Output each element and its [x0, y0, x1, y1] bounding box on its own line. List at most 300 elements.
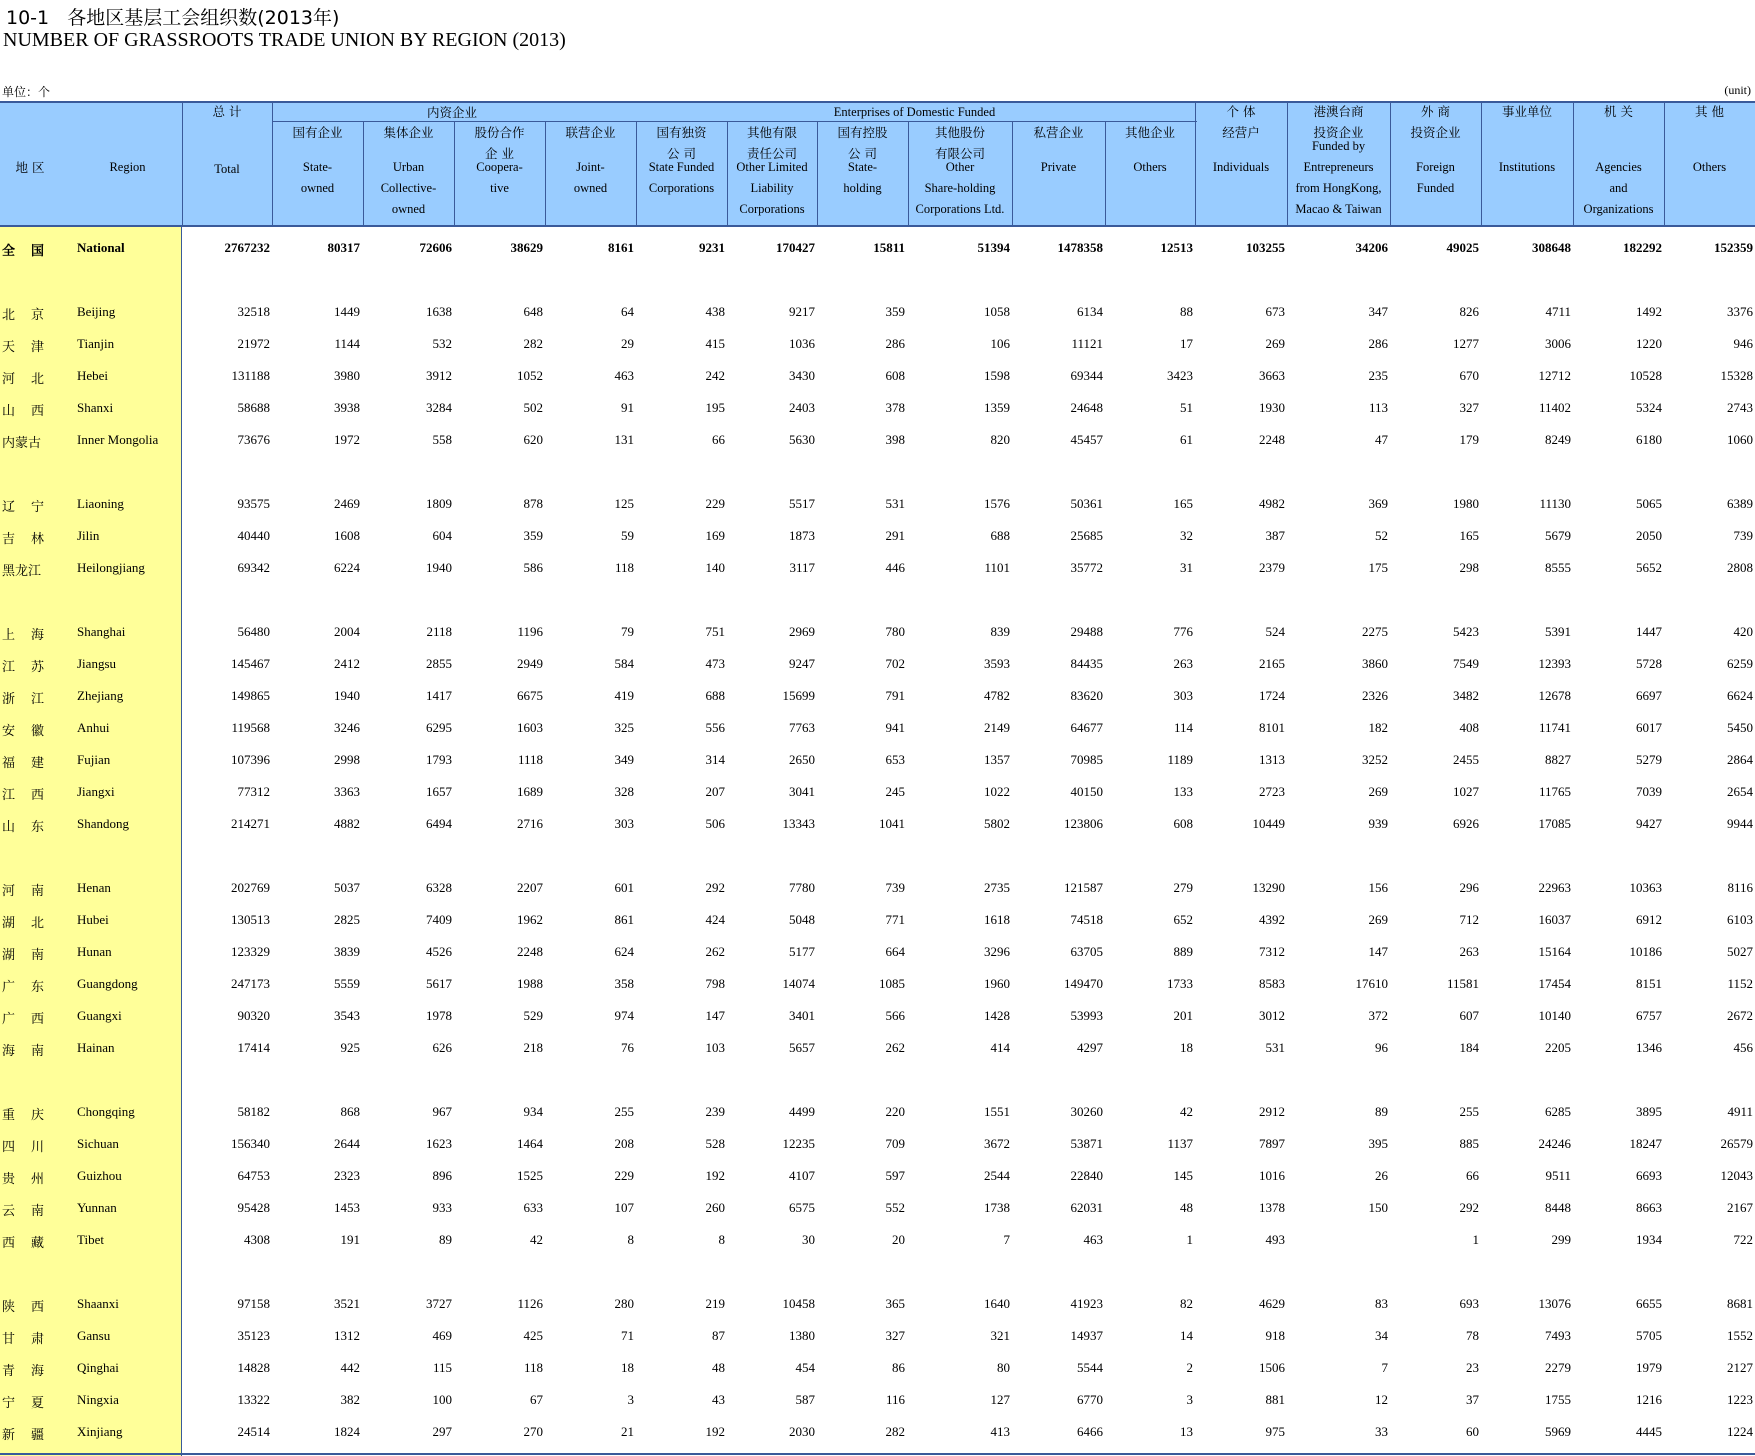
table-cell: 552	[885, 1200, 905, 1215]
table-cell: 1060	[1727, 432, 1753, 447]
header-col-7-en-line: State-	[847, 160, 878, 174]
table-cell: 3839	[334, 944, 360, 959]
table-cell: 3376	[1727, 304, 1753, 319]
table-cell: 208	[614, 1136, 634, 1151]
table-cell: 191	[340, 1232, 360, 1247]
table-cell: 1359	[984, 400, 1010, 415]
table-cell: 372	[1368, 1008, 1388, 1023]
region-name-cn	[2, 1136, 44, 1155]
header-col-15-en-line: Agencies	[1595, 160, 1642, 174]
table-cell: 26579	[1720, 1136, 1753, 1151]
region-name-cn	[2, 1104, 44, 1123]
table-cell: 18247	[1629, 1136, 1662, 1151]
table-row	[0, 496, 1755, 516]
region-name-cn-char: 北	[2, 308, 16, 323]
table-cell: 1979	[1636, 1360, 1662, 1375]
header-col-10-cn-line: 其他企业	[1124, 125, 1175, 140]
table-cell: 2248	[1259, 432, 1285, 447]
table-cell: 247173	[231, 976, 270, 991]
table-cell: 262	[705, 944, 725, 959]
table-cell: 61	[1180, 432, 1193, 447]
table-cell: 7897	[1259, 1136, 1285, 1151]
table-cell: 229	[705, 496, 725, 511]
region-name-cn	[2, 1008, 44, 1027]
table-cell: 2650	[789, 752, 815, 767]
header-col-6-cn-line: 责任公司	[746, 146, 797, 161]
table-cell: 1152	[1727, 976, 1753, 991]
table-cell: 12393	[1538, 656, 1571, 671]
table-cell: 2969	[789, 624, 815, 639]
region-name-cn-char: 宁	[30, 500, 44, 515]
table-cell: 4445	[1636, 1424, 1662, 1439]
table-cell: 40150	[1070, 784, 1103, 799]
table-cell: 10449	[1252, 816, 1285, 831]
header-divider	[817, 121, 818, 225]
header-col-3-en-line: Coopera-	[476, 160, 523, 174]
table-cell: 6285	[1545, 1104, 1571, 1119]
region-name-cn-char: 湖	[2, 916, 16, 931]
table-cell: 6017	[1636, 720, 1662, 735]
table-cell: 82	[1180, 1296, 1193, 1311]
region-name-en: Gansu	[77, 1328, 111, 1343]
table-cell: 66	[712, 432, 725, 447]
table-cell: 1357	[984, 752, 1010, 767]
table-cell: 751	[705, 624, 725, 639]
table-cell: 260	[705, 1200, 725, 1215]
table-cell: 2	[1186, 1360, 1193, 1375]
region-name-cn-char: 云	[2, 1204, 16, 1219]
table-cell: 24648	[1070, 400, 1103, 415]
table-cell: 33	[1375, 1424, 1388, 1439]
table-cell: 308648	[1532, 240, 1571, 255]
table-cell: 607	[1459, 1008, 1479, 1023]
table-cell: 1101	[984, 560, 1010, 575]
table-cell: 1492	[1636, 304, 1662, 319]
table-cell: 66	[1466, 1168, 1479, 1183]
table-cell: 1016	[1259, 1168, 1285, 1183]
table-cell: 1978	[426, 1008, 452, 1023]
table-cell: 2205	[1545, 1040, 1571, 1055]
table-cell: 3	[627, 1392, 634, 1407]
table-cell: 5048	[789, 912, 815, 927]
table-cell: 2825	[334, 912, 360, 927]
table-cell: 1793	[426, 752, 452, 767]
unit-label-english: (unit)	[1724, 83, 1751, 97]
table-row	[0, 752, 1755, 772]
header-col-11-cn-line: 经营户	[1222, 125, 1260, 140]
table-cell: 8583	[1259, 976, 1285, 991]
table-cell: 170427	[776, 240, 815, 255]
table-cell: 299	[1551, 1232, 1571, 1247]
table-cell: 296	[1459, 880, 1479, 895]
table-cell: 586	[523, 560, 543, 575]
table-cell: 114	[1173, 720, 1193, 735]
table-cell: 127	[990, 1392, 1010, 1407]
region-name-cn-char: 西	[30, 1012, 44, 1027]
table-cell: 1220	[1636, 336, 1662, 351]
table-cell: 149470	[1064, 976, 1103, 991]
table-cell: 48	[1180, 1200, 1193, 1215]
header-col-15-cn-line: 机 关	[1604, 104, 1633, 119]
table-cell: 1576	[984, 496, 1010, 511]
table-cell: 56480	[237, 624, 270, 639]
table-cell: 13076	[1538, 1296, 1571, 1311]
table-cell: 722	[1733, 1232, 1753, 1247]
table-row	[0, 1168, 1755, 1188]
table-cell: 934	[523, 1104, 543, 1119]
table-cell: 1603	[517, 720, 543, 735]
region-name-cn	[2, 752, 44, 771]
header-col-8-en-line: Other	[945, 160, 975, 174]
header-divider	[1390, 103, 1391, 225]
table-cell: 3284	[426, 400, 452, 415]
header-col-12-en-line: Entrepreneurs	[1303, 160, 1374, 174]
table-cell: 72606	[419, 240, 452, 255]
table-cell: 1940	[426, 560, 452, 575]
header-col-16-en-line: Others	[1692, 160, 1727, 174]
table-cell: 2326	[1362, 688, 1388, 703]
table-cell: 83620	[1070, 688, 1103, 703]
table-row	[0, 400, 1755, 420]
table-cell: 826	[1459, 304, 1479, 319]
table-cell: 106	[990, 336, 1010, 351]
header-domestic-en: Enterprises of Domestic Funded	[833, 105, 996, 119]
table-cell: 529	[523, 1008, 543, 1023]
table-cell: 280	[614, 1296, 634, 1311]
table-cell: 3727	[426, 1296, 452, 1311]
table-cell: 165	[1459, 528, 1479, 543]
table-cell: 88	[1180, 304, 1193, 319]
table-row	[0, 912, 1755, 932]
table-cell: 739	[1733, 528, 1753, 543]
header-col-13-cn-line: 投资企业	[1410, 125, 1461, 140]
table-cell: 1224	[1727, 1424, 1753, 1439]
table-cell: 1453	[334, 1200, 360, 1215]
table-cell: 195	[705, 400, 725, 415]
table-cell: 608	[1173, 816, 1193, 831]
header-col-13-cn-line: 外 商	[1421, 104, 1450, 119]
table-cell: 558	[432, 432, 452, 447]
table-cell: 414	[990, 1040, 1010, 1055]
table-cell: 1380	[789, 1328, 815, 1343]
table-cell: 103	[705, 1040, 725, 1055]
table-cell: 3895	[1636, 1104, 1662, 1119]
table-cell: 1972	[334, 432, 360, 447]
table-cell: 269	[1265, 336, 1285, 351]
table-cell: 5423	[1453, 624, 1479, 639]
region-name-cn-char: 西	[30, 1300, 44, 1315]
region-name-cn-char: 甘	[2, 1332, 16, 1347]
table-cell: 3006	[1545, 336, 1571, 351]
table-cell: 37	[1466, 1392, 1479, 1407]
header-col-8-cn-line: 其他股份	[934, 125, 985, 140]
table-cell: 84435	[1070, 656, 1103, 671]
table-cell: 6494	[426, 816, 452, 831]
table-cell: 69342	[237, 560, 270, 575]
table-cell: 89	[439, 1232, 452, 1247]
region-name-cn-char: 苏	[30, 660, 44, 675]
table-cell: 670	[1459, 368, 1479, 383]
table-cell: 2864	[1727, 752, 1753, 767]
table-cell: 5324	[1636, 400, 1662, 415]
table-cell: 3430	[789, 368, 815, 383]
table-cell: 5391	[1545, 624, 1571, 639]
table-cell: 5559	[334, 976, 360, 991]
region-name-cn-char: 新	[2, 1428, 16, 1443]
table-cell: 11121	[1071, 336, 1103, 351]
table-cell: 889	[1173, 944, 1193, 959]
table-cell: 327	[1459, 400, 1479, 415]
table-cell: 17414	[237, 1040, 270, 1055]
table-cell: 32	[1180, 528, 1193, 543]
table-cell: 73676	[237, 432, 270, 447]
table-cell: 365	[885, 1296, 905, 1311]
table-row	[0, 1200, 1755, 1220]
table-cell: 182	[1368, 720, 1388, 735]
table-row	[0, 656, 1755, 676]
region-name-cn-char: 徽	[30, 724, 44, 739]
unit-label-chinese: 单位：个	[2, 85, 51, 99]
table-cell: 6224	[334, 560, 360, 575]
table-cell: 11765	[1538, 784, 1571, 799]
table-cell: 378	[885, 400, 905, 415]
table-cell: 2167	[1727, 1200, 1753, 1215]
table-row	[0, 304, 1755, 324]
table-cell: 868	[340, 1104, 360, 1119]
region-name-cn	[2, 336, 44, 355]
table-cell: 1824	[334, 1424, 360, 1439]
table-cell: 292	[1459, 1200, 1479, 1215]
table-cell: 939	[1368, 816, 1388, 831]
table-cell: 424	[705, 912, 725, 927]
table-cell: 201	[1173, 1008, 1193, 1023]
table-cell: 8249	[1545, 432, 1571, 447]
table-cell: 14	[1180, 1328, 1193, 1343]
table-cell: 3912	[426, 368, 452, 383]
region-name-cn-char: 疆	[30, 1428, 44, 1443]
table-cell: 4882	[334, 816, 360, 831]
region-name-cn-char: 西	[30, 788, 44, 803]
table-cell: 2050	[1636, 528, 1662, 543]
table-cell: 1428	[984, 1008, 1010, 1023]
table-cell: 1052	[517, 368, 543, 383]
table-cell: 42	[530, 1232, 543, 1247]
table-cell: 587	[795, 1392, 815, 1407]
table-cell: 11741	[1538, 720, 1571, 735]
table-cell: 4911	[1727, 1104, 1753, 1119]
table-cell: 116	[885, 1392, 905, 1407]
table-cell: 15328	[1720, 368, 1753, 383]
table-cell: 6697	[1636, 688, 1662, 703]
table-cell: 107396	[231, 752, 270, 767]
region-name-en: Shandong	[77, 816, 129, 831]
table-cell: 15699	[782, 688, 815, 703]
table-cell: 584	[614, 656, 634, 671]
table-cell: 5679	[1545, 528, 1571, 543]
region-name-en: Jilin	[77, 528, 100, 543]
region-name-en: Guizhou	[77, 1168, 122, 1183]
table-cell: 202769	[231, 880, 270, 895]
region-name-en: Henan	[77, 880, 111, 895]
table-cell: 620	[523, 432, 543, 447]
table-cell: 58182	[237, 1104, 270, 1119]
region-name-cn-char: 海	[30, 1364, 44, 1379]
table-cell: 5177	[789, 944, 815, 959]
table-cell: 2469	[334, 496, 360, 511]
table-cell: 1598	[984, 368, 1010, 383]
table-cell: 693	[1459, 1296, 1479, 1311]
table-cell: 463	[1083, 1232, 1103, 1247]
table-cell: 5657	[789, 1040, 815, 1055]
table-cell: 8161	[608, 240, 634, 255]
table-cell: 10363	[1629, 880, 1662, 895]
table-cell: 145	[1173, 1168, 1193, 1183]
table-cell: 1657	[426, 784, 452, 799]
table-cell: 2149	[984, 720, 1010, 735]
table-cell: 1196	[517, 624, 543, 639]
header-divider	[182, 103, 183, 225]
table-cell: 17610	[1355, 976, 1388, 991]
table-cell: 3663	[1259, 368, 1285, 383]
table-cell: 652	[1173, 912, 1193, 927]
table-cell: 1809	[426, 496, 452, 511]
table-cell: 5617	[426, 976, 452, 991]
table-cell: 1449	[334, 304, 360, 319]
table-cell: 347	[1368, 304, 1388, 319]
table-cell: 531	[885, 496, 905, 511]
header-col-1-cn-line: 国有企业	[292, 125, 343, 140]
table-cell: 7409	[426, 912, 452, 927]
table-cell: 739	[885, 880, 905, 895]
table-cell: 13343	[782, 816, 815, 831]
table-cell: 5969	[1545, 1424, 1571, 1439]
table-cell: 3041	[789, 784, 815, 799]
table-cell: 1940	[334, 688, 360, 703]
region-name-cn-char: 南	[30, 1204, 44, 1219]
table-cell: 9511	[1545, 1168, 1571, 1183]
table-cell: 791	[885, 688, 905, 703]
header-divider	[1287, 103, 1288, 225]
table-cell: 1126	[517, 1296, 543, 1311]
table-cell: 3938	[334, 400, 360, 415]
header-col-4-en-line: Joint-	[576, 160, 605, 174]
table-row	[0, 880, 1755, 900]
table-cell: 2127	[1727, 1360, 1753, 1375]
region-name-cn-char: 广	[2, 1012, 16, 1027]
region-name-cn-char: 宁	[2, 1396, 16, 1411]
table-cell: 35123	[237, 1328, 270, 1343]
region-name-cn-char: 南	[30, 884, 44, 899]
table-cell: 1223	[1727, 1392, 1753, 1407]
table-cell: 673	[1265, 304, 1285, 319]
table-row	[0, 368, 1755, 388]
table-cell: 3246	[334, 720, 360, 735]
table-cell: 78	[1466, 1328, 1479, 1343]
table-cell: 291	[885, 528, 905, 543]
table-cell: 6757	[1636, 1008, 1662, 1023]
table-row	[0, 1136, 1755, 1156]
region-name-cn	[2, 368, 44, 387]
table-cell: 975	[1265, 1424, 1285, 1439]
table-cell: 6328	[426, 880, 452, 895]
table-cell: 10186	[1629, 944, 1662, 959]
table-cell: 5450	[1727, 720, 1753, 735]
table-cell: 145467	[231, 656, 270, 671]
header-divider	[454, 121, 455, 225]
table-cell: 182292	[1623, 240, 1662, 255]
table-cell: 7	[1381, 1360, 1388, 1375]
table-cell: 1137	[1167, 1136, 1193, 1151]
header-col-2-cn-line: 集体企业	[383, 125, 434, 140]
table-cell: 5544	[1077, 1360, 1103, 1375]
header-divider	[1105, 121, 1106, 225]
table-cell: 15811	[873, 240, 905, 255]
table-cell: 2030	[789, 1424, 815, 1439]
table-cell: 3363	[334, 784, 360, 799]
table-cell: 820	[990, 432, 1010, 447]
table-cell: 13290	[1252, 880, 1285, 895]
table-cell: 2723	[1259, 784, 1285, 799]
table-cell: 69344	[1070, 368, 1103, 383]
table-cell: 3543	[334, 1008, 360, 1023]
table-cell: 1755	[1545, 1392, 1571, 1407]
table-cell: 70985	[1070, 752, 1103, 767]
header-col-5-cn-line: 公 司	[667, 146, 696, 161]
header-col-15-en-line: Organizations	[1583, 202, 1654, 216]
table-cell: 420	[1733, 624, 1753, 639]
table-cell: 8116	[1727, 880, 1753, 895]
region-name-cn-char: 广	[2, 980, 16, 995]
table-row	[0, 1040, 1755, 1060]
table-cell: 90320	[237, 1008, 270, 1023]
header-col-15-en-line: and	[1609, 181, 1628, 195]
table-cell: 10458	[782, 1296, 815, 1311]
table-cell: 3296	[984, 944, 1010, 959]
table-cell: 32518	[237, 304, 270, 319]
region-name-cn-char: 辽	[2, 500, 16, 515]
table-cell: 292	[705, 880, 725, 895]
table-cell: 96	[1375, 1040, 1388, 1055]
region-name-cn	[2, 1424, 44, 1443]
table-cell: 4711	[1545, 304, 1571, 319]
table-cell: 34206	[1355, 240, 1388, 255]
table-cell: 3672	[984, 1136, 1010, 1151]
table-cell: 165	[1173, 496, 1193, 511]
region-name-cn	[2, 432, 44, 451]
table-cell: 11581	[1446, 976, 1479, 991]
header-col-8-en-line: Share-holding	[924, 181, 996, 195]
table-cell: 100	[432, 1392, 452, 1407]
region-name-cn-char: 内蒙古	[2, 436, 42, 451]
table-cell: 220	[885, 1104, 905, 1119]
region-name-cn-char: 河	[2, 884, 16, 899]
table-cell: 5065	[1636, 496, 1662, 511]
table-cell: 419	[614, 688, 634, 703]
region-name-cn	[2, 1392, 44, 1411]
header-col-12-cn-line: 港澳台商	[1313, 104, 1364, 119]
table-cell: 1189	[1167, 752, 1193, 767]
table-cell: 601	[614, 880, 634, 895]
table-cell: 1960	[984, 976, 1010, 991]
table-row	[0, 624, 1755, 644]
table-cell: 5027	[1727, 944, 1753, 959]
table-cell: 6770	[1077, 1392, 1103, 1407]
table-cell: 7493	[1545, 1328, 1571, 1343]
table-cell: 12712	[1538, 368, 1571, 383]
table-row	[0, 944, 1755, 964]
region-name-cn-char: 安	[2, 724, 16, 739]
table-cell: 152359	[1714, 240, 1753, 255]
